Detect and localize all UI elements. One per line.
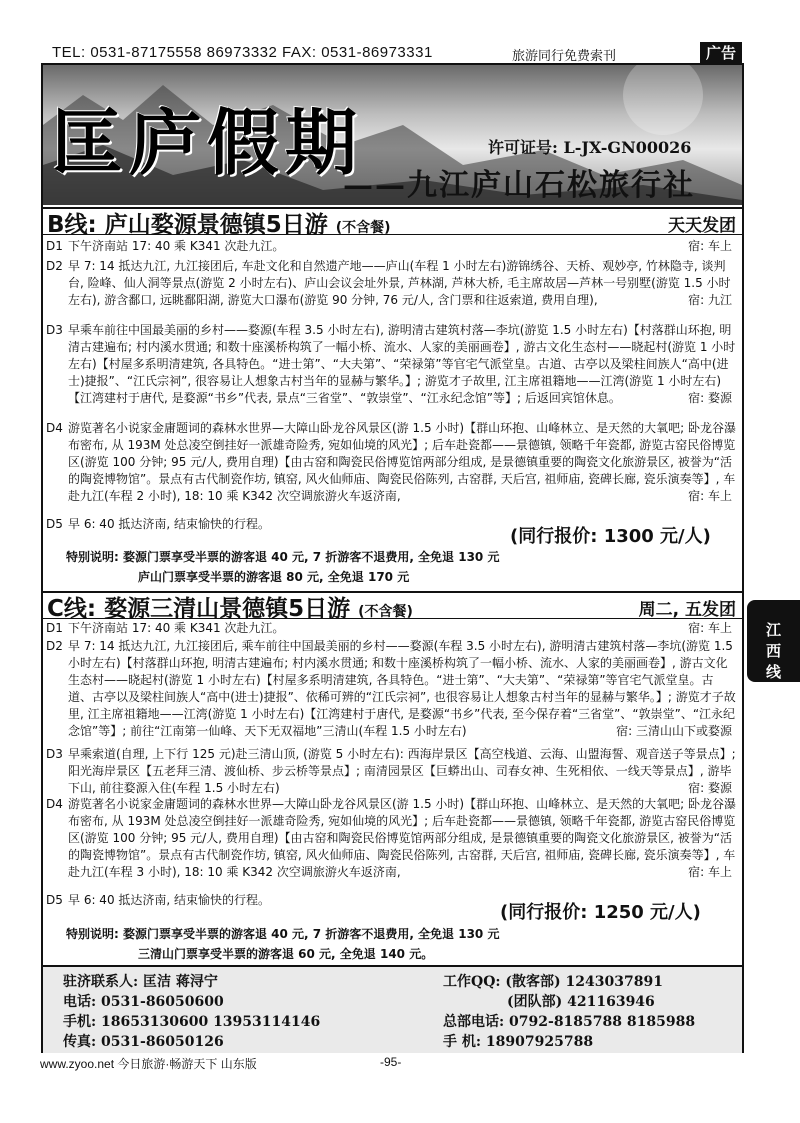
contact-mobile: 手机: 18653130600 13953114146 [63, 1014, 321, 1030]
route-c-day-2: D2 早 7: 14 抵达九江, 九江接团后, 乘车前往中国最美丽的乡村——婺源(车程 3.5 小时左右), 游明清古建筑村落—李坑(游览 1.5 小时左右)【村落群山环抱, 明清古建遍布; 村内溪水贯通; 和数十座溪桥构筑了一幅小桥、流水、人家的美丽画卷】, 游古文化生态村——晓起村(游览 1 小时左右)【村屋多系明清建筑, 各具特色。“进士第”、“大夫第”、“荣禄第”等官宅气派堂皇。古道、古亭以及梁柱间族人“高中(进士)捷报”、依稀可辨的“江氏宗祠”, 也很容易让人想象古村当年的显赫与繁华。】; 游览才子故里, 江主席祖籍地——江湾(游览 1 小时左右)【江湾建村于唐代, 是婺源“书乡”代表, 至今保存着“三省堂”、“敦崇堂”、“江永纪念馆”等】; 前往“江南第一仙峰、天下无双福地”三清山(车程 1.5 小时左右) 宿: 三清山山下或婺源 [46, 639, 736, 738]
route-b-price: (同行报价: 1300 元/人) [510, 526, 711, 547]
route-c-day-5: D5 早 6: 40 抵达济南, 结束愉快的行程。 [46, 893, 271, 907]
route-b-note: 特别说明: 婺源门票享受半票的游客退 40 元, 7 折游客不退费用, 全免退 130 元 [66, 550, 500, 564]
ad-label: 广告 [700, 42, 742, 64]
route-c-price: (同行报价: 1250 元/人) [500, 902, 701, 923]
route-c-title: C线: 婺源三清山景德镇5日游 (不含餐) [47, 596, 413, 622]
contact-phone: 电话: 0531-86050600 [63, 994, 224, 1010]
route-b-day-1: D1 下午济南站 17: 40 乘 K341 次赴九江。 宿: 车上 [46, 239, 732, 253]
footer-site: www.zyoo.net 今日旅游·畅游天下 山东版 [40, 1057, 257, 1071]
route-c-header [43, 591, 742, 622]
contact-qq-2: (团队部) 421163946 [507, 994, 655, 1010]
route-b-schedule: 天天发团 [668, 216, 736, 236]
route-b-header [43, 207, 742, 238]
footer [40, 1055, 402, 1072]
page-number: -95- [380, 1055, 402, 1069]
route-b-day-3: D3 早乘车前往中国最美丽的乡村——婺源(车程 3.5 小时左右), 游明清古建筑村落—李坑(游览 1.5 小时左右)【村落群山环抱, 明清古建遍布; 村内溪水贯通; 和数十座溪桥构筑了一幅小桥、流水、人家的美丽画卷】, 游古文化生态村——晓起村(游览 1 小时左右)【村屋多系明清建筑, 各具特色。“进士第”、“大夫第”、“荣禄第”等官宅气派堂皇。古道、古亭以及梁柱间族人“高中(进士)捷报”、“江氏宗祠”, 很容易让人想象古村当年的显赫与繁华。】; 游览才子故里, 江主席祖籍地——江湾(游览 1 小时左右)【江湾建村于唐代, 是婺源“书乡”代表, 景点“三省堂”、“敦崇堂”、“江永纪念馆”等】; 后返回宾馆休息。 宿: 婺源 [46, 323, 736, 405]
region-tab: 江 西 线 [747, 600, 800, 682]
route-b-day-2: D2 早 7: 14 抵达九江, 九江接团后, 车赴文化和自然遗产地——庐山(车程 1 小时左右)游锦绣谷、天桥、观妙亭, 竹林隐寺, 谈判台, 险峰、仙人洞等景点(游览 2 小时左右)、庐山会议会址外景, 芦林湖, 芦林大桥, 毛主席故居—芦林一号别墅(游览 1.5 小时左右), 游含鄱口, 远眺鄱阳湖, 游览大口瀑布(游览 90 分钟, 76 元/人, 含门票和往返索道, 费用自理), 宿: 九江 [46, 259, 732, 307]
contact-hq-phone: 总部电话: 0792-8185788 8185988 [443, 1014, 696, 1030]
banner-title: 匡庐假期 [51, 100, 364, 185]
header-contact: TEL: 0531-87175558 86973332 FAX: 0531-86973331 [52, 44, 433, 61]
banner [43, 65, 742, 205]
route-c-note: 特别说明: 婺源门票享受半票的游客退 40 元, 7 折游客不退费用, 全免退 130 元 [66, 927, 500, 941]
route-c-note-2: 三清山门票享受半票的游客退 60 元, 全免退 140 元。 [138, 947, 434, 961]
contact-person: 驻济联系人: 匡洁 蒋浔宁 [63, 974, 218, 990]
route-c-schedule: 周二, 五发团 [638, 600, 736, 620]
contact-mobile-2: 手 机: 18907925788 [443, 1034, 594, 1050]
route-c-day-4: D4 游览著名小说家金庸题词的森林水世界—大障山卧龙谷风景区(游 1.5 小时)【群山环抱、山峰林立、是天然的大氧吧; 卧龙谷瀑布密布, 从 193M 处总凌空倒挂好一派雄奇险秀, 宛如仙境的风光】; 后车赴瓷都——景德镇, 领略千年瓷都, 游览古窑民俗博览区(游览 100 分钟; 95 元/人, 费用自理)【由古窑和陶瓷民俗博览馆两部分组成, 是景德镇重要的陶瓷文化旅游景区, 被誉为“活的陶瓷博物馆”。景点有古代制瓷作坊, 镇窑, 风火仙师庙、陶瓷民俗陈列, 古窑群, 天后宫, 祖师庙, 瓷碑长廊, 瓷乐演奏等】, 车赴九江(车程 3 小时), 18: 10 乘 K342 次空调旅游火车返济南, 宿: 车上 [46, 797, 736, 879]
top-bar [42, 42, 742, 64]
contact-fax: 传真: 0531-86050126 [63, 1034, 224, 1050]
route-c-day-3: D3 早乘索道(自理, 上下行 125 元)赴三清山顶, (游览 5 小时左右): 西海岸景区【高空栈道、云海、山盟海誓、观音送子等景点】; 阳光海岸景区【五老拜三清、渡仙桥、步云桥等景点】; 南清园景区【巨蟒出山、司春女神、生死相依、一线天等景点】, 游毕下山, 前往婺源入住(车程 1.5 小时左右) 宿: 婺源 [46, 747, 736, 795]
route-b-day-4: D4 游览著名小说家金庸题词的森林水世界—大障山卧龙谷风景区(游 1.5 小时)【群山环抱、山峰林立、是天然的大氧吧; 卧龙谷瀑布密布, 从 193M 处总凌空倒挂好一派雄奇险秀, 宛如仙境的风光】; 后车赴瓷都——景德镇, 领略千年瓷都, 游览古窑民俗博览区(游览 100 分钟; 95 元/人, 费用自理)【由古窑和陶瓷民俗博览馆两部分组成, 是景德镇重要的陶瓷文化旅游景区, 被誉为“活的陶瓷博物馆”。景点有古代制瓷作坊, 镇窑, 风火仙师庙、陶瓷民俗陈列, 古窑群, 天后宫, 祖师庙, 瓷碑长廊, 瓷乐演奏等】, 车赴九江(车程 2 小时), 18: 10 乘 K342 次空调旅游火车返济南, 宿: 车上 [46, 421, 736, 503]
route-c-day-1: D1 下午济南站 17: 40 乘 K341 次赴九江。 宿: 车上 [46, 621, 732, 635]
permit-number: 许可证号: L-JX-GN00026 [488, 138, 692, 157]
route-b-day-5: D5 早 6: 40 抵达济南, 结束愉快的行程。 [46, 517, 271, 531]
contact-panel [43, 965, 742, 1053]
header-free-text: 旅游同行免费索刊 [512, 49, 617, 64]
route-b-note-2: 庐山门票享受半票的游客退 80 元, 全免退 170 元 [138, 570, 410, 584]
contact-qq-1: 工作QQ: (散客部) 1243037891 [443, 974, 663, 990]
agency-name: ——九江庐山石松旅行社 [343, 168, 695, 203]
route-b-title: B线: 庐山婺源景德镇5日游 (不含餐) [47, 212, 391, 238]
